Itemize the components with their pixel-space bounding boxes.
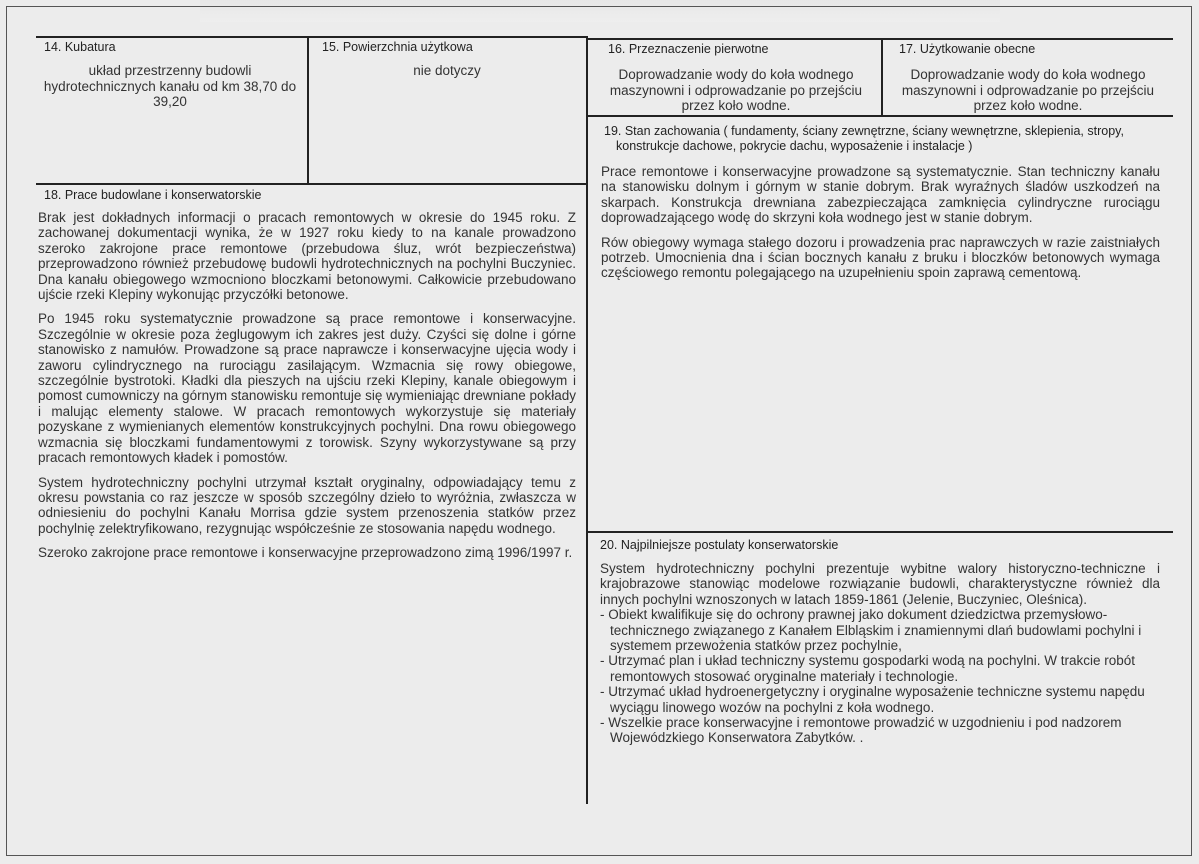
field-16-value: Doprowadzanie wody do koła wodnego maszynowni i odprowadzanie po przejściu przez koło wodne. (609, 67, 863, 113)
field-20-content (600, 561, 1160, 746)
divider-14-18 (36, 183, 588, 185)
field-18-paragraph: Brak jest dokładnych informacji o pracach remontowych w okresie do 1945 roku. Z zachowanej dokumentacji wynika, że w 1927 roku kiedy to na kanale prowadzono szeroko zakrojone prace remontowe (przebudowa śluz, wrót bezpieczeństwa) przeprowadzono również przebudowę budowli hydrotechnicznych na pochylni Buczyniec. Dna kanału obiegowego wzmocniono bloczkami betonowymi. Całkowicie przebudowano ujście rzeki Klepiny wykonując przyczółki betonowe. (38, 210, 576, 303)
field-19-paragraph: Prace remontowe i konserwacyjne prowadzone są systematycznie. Stan techniczny kanału na stanowisku dolnym i górnym w stanie dobrym. Brak wyraźnych śladów uszkodzeń na skarpach. Konstrukcja drewniana zabezpieczająca zamknięcia cylindryczne rurociągu doprowadzającego wodę do skrzyni koła wodnego jest w stanie dobrym. (601, 164, 1160, 226)
divider-16-17 (881, 38, 883, 116)
divider-16-19 (588, 115, 1173, 117)
field-17-value: Doprowadzanie wody do koła wodnego maszynowni i odprowadzanie po przejściu przez koło wodne. (901, 67, 1155, 113)
field-17-label: 17. Użytkowanie obecne (899, 42, 1036, 56)
field-18-content (38, 210, 576, 570)
field-19-label-line1: 19. Stan zachowania ( fundamenty, ściany zewnętrzne, ściany wewnętrzne, sklepienia, stropy, (604, 124, 1124, 138)
field-18-paragraph: System hydrotechniczny pochylni utrzymał kształt oryginalny, odpowiadający temu z okresu powstania co raz jeszcze w sposób szczególny dzieło to wyróżnia, zwłaszcza w odniesieniu do pochylni Kanału Morrisa gdzie system przenoszenia statków przez pochylnię zelektryfikowano, rezygnując współcześnie ze stosowania napędu wodnego. (38, 474, 576, 536)
field-20-list-item: - Utrzymać układ hydroenergetyczny i oryginalne wyposażenie techniczne systemu napędu wyciągu linowego wozów na pochylni z koła wodnego. (600, 684, 1160, 715)
field-16-label: 16. Przeznaczenie pierwotne (608, 42, 769, 56)
field-20-list-item: - Obiekt kwalifikuje się do ochrony prawnej jako dokument dziedzictwa przemysłowo-technicznego związanego z Kanałem Elbląskim i znamiennymi dlań budowlami pochylni i systemem przewożenia statków przez pochylnie, (600, 607, 1160, 653)
field-18-paragraph: Po 1945 roku systematycznie prowadzone są prace remontowe i konserwacyjne. Szczególnie w okresie poza żeglugowym ich zakres jest duży. Czyści się dolne i górne stanowisko z namułów. Prowadzone są prace naprawcze i konserwacyjne ujęcia wody i zaworu cylindrycznego na rurociągu zasilającym. Wzmacnia się rowy obiegowe, szczególnie bystrotoki. Kładki dla pieszych na ujściu rzeki Klepiny, kanale obiegowym i pomost cumowniczy na górnym stanowisku remontuje się wymieniając drewniane pokłady i malując elementy stalowe. W pracach remontowych wykorzystuje się materiały pozyskane z wymienianych elementów konstrukcyjnych pochylni. Dna rowu obiegowego wzmacnia się bloczkami fundamentowymi z torowisk. Szyny wykorzystywane są przy pracach remontowych kładek i pomostów. (38, 311, 576, 466)
divider-19-20 (588, 531, 1173, 533)
field-20-label: 20. Najpilniejsze postulaty konserwatorskie (600, 538, 839, 552)
divider-center (586, 36, 588, 804)
field-18-paragraph: Szeroko zakrojone prace remontowe i konserwacyjne przeprowadzono zimą 1996/1997 r. (38, 545, 573, 561)
field-15-value: nie dotyczy (413, 63, 481, 78)
field-20-list-item: - Wszelkie prace konserwacyjne i remontowe prowadzić w uzgodnieniu i pod nadzorem Wojewódzkiego Konserwatora Zabytków. . (600, 715, 1160, 746)
field-15-label: 15. Powierzchnia użytkowa (322, 40, 473, 54)
divider-top (36, 36, 588, 38)
divider-14-15 (307, 36, 309, 184)
field-20-list-item: - Utrzymać plan i układ techniczny systemu gospodarki wodą na pochylni. W trakcie robót remontowych stosować oryginalne materiały i technologie. (600, 653, 1160, 684)
field-19-content (601, 164, 1160, 290)
field-18-label: 18. Prace budowlane i konserwatorskie (44, 188, 262, 202)
field-19-label-line2: konstrukcje dachowe, pokrycie dachu, wyposażenie i instalacje ) (616, 139, 973, 153)
field-14-value: układ przestrzenny budowli hydrotechnicznych kanału od km 38,70 do 39,20 (43, 63, 297, 109)
field-20-list (600, 607, 1160, 746)
field-19-label (604, 124, 1124, 154)
field-14-label: 14. Kubatura (44, 40, 116, 54)
field-20-intro: System hydrotechniczny pochylni prezentuje wybitne walory historyczno-techniczne i krajobrazowe stanowiąc modelowe rozwiązanie budowli, charakterystyczne również dla innych pochylni wznoszonych w latach 1859-1861 (Jelenie, Buczyniec, Oleśnica). (600, 561, 1160, 607)
field-19-paragraph: Rów obiegowy wymaga stałego dozoru i prowadzenia prac naprawczych w razie zaistniałych potrzeb. Umocnienia dna i ścian bocznych kanału z bruku i bloczków betonowych wymaga częściowego remontu polegającego na uzupełnieniu spoin zaprawą cementową. (601, 234, 1160, 281)
